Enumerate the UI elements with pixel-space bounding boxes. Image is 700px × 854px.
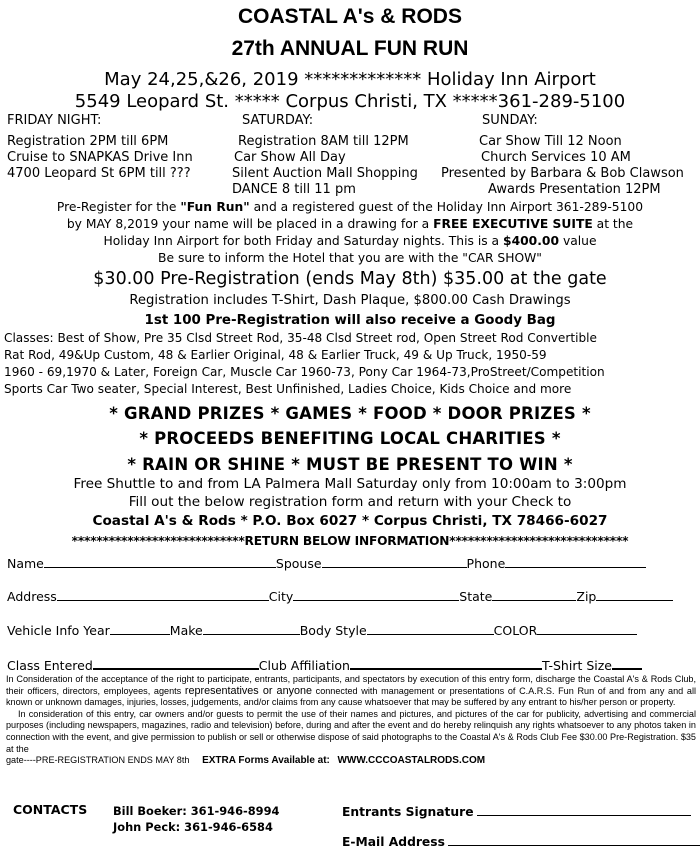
mailing-address: Coastal A's & Rods * P.O. Box 6027 * Corpus Christi, TX 78466-6027 — [92, 513, 608, 529]
sunday-schedule — [441, 113, 684, 198]
address-field[interactable] — [57, 588, 269, 601]
name-field[interactable] — [44, 555, 276, 568]
make-field[interactable] — [203, 622, 300, 635]
class-entered-field[interactable] — [93, 656, 259, 670]
class-entered-label: Class Entered — [7, 658, 93, 673]
fun-run-emphasis: "Fun Run" — [180, 200, 250, 214]
text: Pre-Register for the — [56, 200, 181, 214]
preregister-line — [0, 233, 700, 249]
state-label: State — [459, 589, 493, 604]
sunday-item: Church Services 10 AM — [481, 150, 631, 165]
zip-field[interactable] — [596, 588, 673, 601]
make-label: Make — [169, 623, 203, 638]
sunday-heading: SUNDAY: — [482, 113, 538, 128]
return-info-header: ****************************RETURN BELOW INFORMATION***************************** — [71, 534, 629, 548]
text: connected with management or presentations of C.A.R.S. Fun Run of and from any and all known or unknown damages, injuries, losses, judgements, and/or claims from any cause whatsoever that may be suffered by any entrant to his/her person or property. — [6, 685, 696, 708]
vehicle-year-field[interactable] — [110, 622, 170, 635]
city-field[interactable] — [293, 588, 459, 601]
saturday-heading: SATURDAY: — [242, 113, 314, 128]
color-label: COLOR — [493, 623, 538, 638]
text: by MAY 8,2019 your name will be placed in a drawing for a — [66, 217, 434, 231]
banner-rain-or-shine: * RAIN OR SHINE * MUST BE PRESENT TO WIN * — [127, 455, 573, 474]
classes-line: 1960 - 69,1970 & Later, Foreign Car, Muscle Car 1960-73, Pony Car 1964-73,ProStreet/Competition — [4, 365, 605, 379]
text: Holiday Inn Airport for both Friday and Saturday nights. This is a — [103, 234, 504, 248]
sunday-item: Awards Presentation 12PM — [488, 182, 661, 197]
friday-item: 4700 Leopard St 6PM till ??? — [7, 166, 191, 181]
website-link[interactable]: WWW.CCCOASTALRODS.COM — [337, 755, 486, 767]
color-field[interactable] — [537, 622, 637, 635]
classes-line: Classes: Best of Show, Pre 35 Clsd Street Rod, 35-48 Clsd Street rod, Open Street Rod Convertible — [4, 331, 597, 345]
contact-john-peck: John Peck: 361-946-6584 — [113, 820, 273, 834]
pricing-line: $30.00 Pre-Registration (ends May 8th) $35.00 at the gate — [93, 269, 607, 289]
name-label: Name — [7, 556, 44, 571]
friday-schedule — [7, 113, 193, 182]
release-paragraph — [6, 674, 696, 709]
event-title: 27th ANNUAL FUN RUN — [231, 37, 469, 60]
text: value — [559, 234, 597, 248]
form-row-vehicle — [7, 622, 637, 638]
contacts-heading: CONTACTS — [13, 802, 88, 817]
classes-line: Sports Car Two seater, Special Interest, Best Unfinished, Ladies Choice, Kids Choice and more — [4, 382, 572, 396]
text: and a registered guest of the Holiday Inn Airport 361-289-5100 — [249, 200, 644, 214]
body-style-label: Body Style — [299, 623, 367, 638]
tshirt-field[interactable] — [612, 656, 642, 670]
banner-prizes: * GRAND PRIZES * GAMES * FOOD * DOOR PRIZES * — [109, 404, 591, 423]
friday-heading: FRIDAY NIGHT: — [7, 113, 102, 128]
tshirt-label: T-Shirt Size — [541, 658, 612, 673]
saturday-item: DANCE 8 till 11 pm — [232, 182, 356, 197]
club-field[interactable] — [350, 656, 542, 670]
spouse-label: Spouse — [275, 556, 322, 571]
registration-includes: Registration includes T-Shirt, Dash Plaque, $800.00 Cash Drawings — [129, 293, 571, 308]
saturday-schedule — [232, 113, 418, 198]
deadline-line — [6, 755, 696, 767]
publicity-paragraph: In consideration of this entry, car owners and/or guests to permit the use of their names and pictures, and pictures of the car for publicity, advertising and commercial purposes (including newspapers, magazines, radio and television) before, during and after the event and do hereby relinquish any rights whatsoever to any photos taken in connection with the event, and give permission to publish or sell or otherwise dispose of said photographs to the Coastal A's & Rods Club Fee $30.00 Pre-Registration. $35 at the — [6, 708, 696, 754]
executive-suite-emphasis: FREE EXECUTIVE SUITE — [433, 217, 593, 231]
signature-row — [342, 803, 691, 819]
phone-field[interactable] — [505, 555, 646, 568]
phone-label: Phone — [466, 556, 506, 571]
saturday-item: Silent Auction Mall Shopping — [232, 166, 418, 181]
event-organizer-title: COASTAL A's & RODS — [238, 5, 462, 28]
preregister-line: Be sure to inform the Hotel that you are with the "CAR SHOW" — [158, 251, 542, 265]
club-label: Club Affiliation — [258, 658, 350, 673]
signature-field[interactable] — [477, 803, 691, 816]
text: at the — [592, 217, 634, 231]
body-style-field[interactable] — [367, 622, 494, 635]
vehicle-year-label: Vehicle Info Year — [7, 623, 110, 638]
preregister-line — [0, 216, 700, 232]
signature-label: Entrants Signature — [342, 805, 474, 819]
form-row-class — [7, 656, 642, 673]
email-field[interactable] — [448, 833, 700, 846]
goody-bag-note: 1st 100 Pre-Registration will also receive a Goody Bag — [144, 313, 556, 328]
form-row-address — [7, 588, 673, 604]
value-emphasis: $400.00 — [503, 234, 560, 248]
sunday-item: Presented by Barbara & Bob Clawson — [441, 166, 684, 181]
state-field[interactable] — [492, 588, 576, 601]
form-row-name — [7, 555, 646, 571]
contact-bill-boeker: Bill Boeker: 361-946-8994 — [113, 804, 280, 818]
saturday-item: Car Show All Day — [234, 150, 346, 165]
email-row — [342, 833, 700, 849]
event-address: 5549 Leopard St. ***** Corpus Christi, TX *****361-289-5100 — [74, 91, 626, 112]
extra-forms-label: EXTRA Forms Available at: — [202, 755, 330, 767]
event-dates-location: May 24,25,&26, 2019 ************* Holiday Inn Airport — [104, 69, 596, 90]
fill-out-instructions: Fill out the below registration form and return with your Check to — [128, 494, 572, 510]
email-label: E-Mail Address — [342, 835, 445, 849]
friday-item: Cruise to SNAPKAS Drive Inn — [7, 150, 193, 165]
classes-line: Rat Rod, 49&Up Custom, 48 & Earlier Original, 48 & Earlier Truck, 49 & Up Truck, 1950-59 — [4, 348, 547, 362]
text: representatives or anyone — [184, 684, 312, 697]
preregister-line — [0, 199, 700, 215]
address-label: Address — [7, 589, 57, 604]
shuttle-info: Free Shuttle to and from LA Palmera Mall Saturday only from 10:00am to 3:00pm — [73, 476, 627, 492]
city-label: City — [268, 589, 294, 604]
contacts-list — [113, 803, 279, 835]
friday-item: Registration 2PM till 6PM — [7, 134, 169, 149]
saturday-item: Registration 8AM till 12PM — [238, 134, 409, 149]
deadline-text: gate----PRE-REGISTRATION ENDS MAY 8th — [6, 755, 190, 766]
banner-charities: * PROCEEDS BENEFITING LOCAL CHARITIES * — [139, 429, 561, 448]
zip-label: Zip — [576, 589, 597, 604]
spouse-field[interactable] — [322, 555, 467, 568]
release-waiver — [6, 674, 696, 767]
sunday-item: Car Show Till 12 Noon — [479, 134, 622, 149]
text: In Consideration of the acceptance of the right to participate, entrants, participants, and spectators by execution of this entry form, discharge the Coastal A's & Rods Club, their officers, directors, employees, agents — [6, 674, 696, 696]
classes-list — [4, 330, 605, 398]
